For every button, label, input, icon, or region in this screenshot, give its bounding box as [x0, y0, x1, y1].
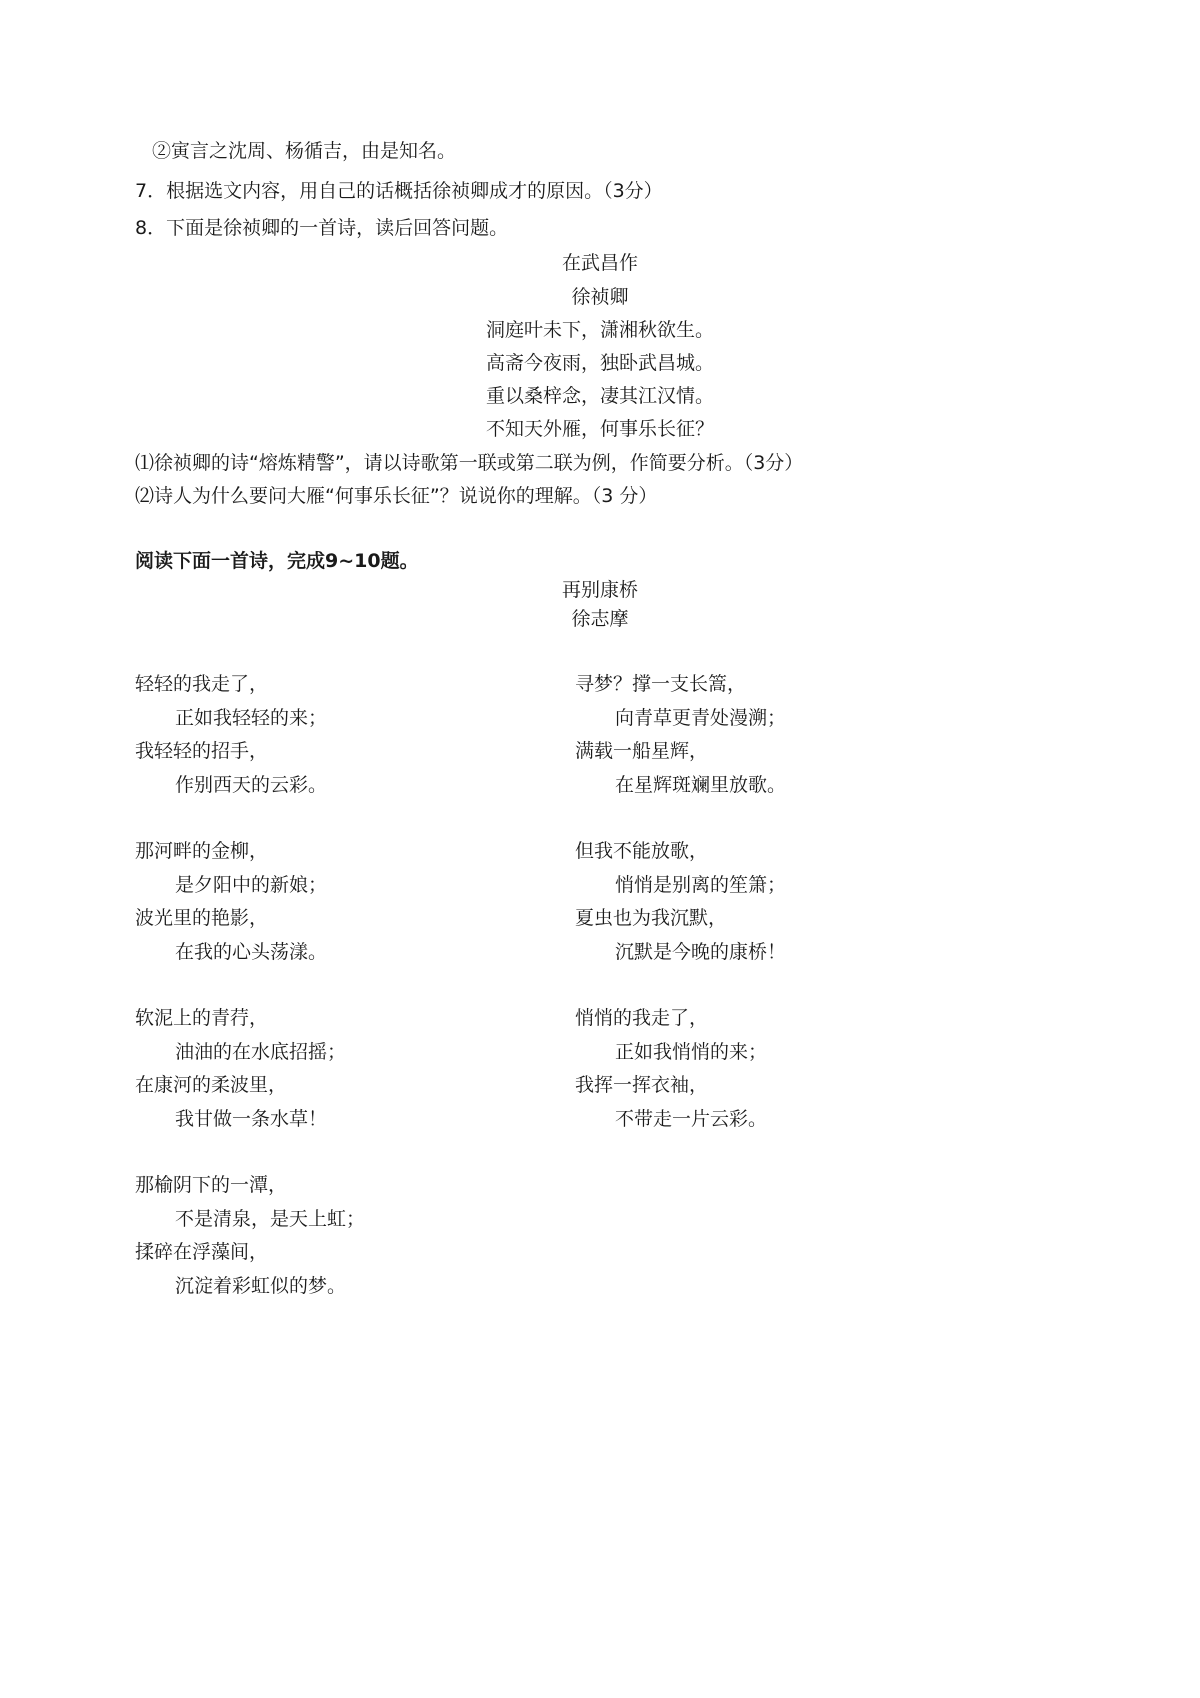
poem-author: 徐志摩 [571, 608, 629, 630]
poem-line: 作别西天的云彩。 [175, 774, 328, 796]
poem-line: 波光里的艳影， [135, 907, 269, 929]
poem-line: 夏虫也为我沉默， [575, 907, 728, 929]
poem-line: 向青草更青处漫溯； [615, 707, 787, 729]
poem-line: 沉淀着彩虹似的梦。 [175, 1275, 347, 1297]
poem-line: 沉默是今晚的康桥！ [615, 941, 787, 963]
poem-line: 不是清泉，是天上虹； [175, 1208, 366, 1230]
poem-line: 悄悄的我走了， [575, 1007, 709, 1029]
poem-line: 我挥一挥衣袖， [575, 1074, 709, 1096]
question-8-2: ⑵诗人为什么要问大雁“何事乐长征”？说说你的理解。（3 分） [135, 485, 658, 507]
poem-line: 重以桑梓念，凄其江汉情。 [485, 385, 714, 407]
question-8: 8．下面是徐祯卿的一首诗，读后回答问题。 [135, 217, 509, 239]
poem-line: 我轻轻的招手， [135, 740, 269, 762]
poem-line: 正如我悄悄的来； [615, 1041, 768, 1063]
poem-author: 徐祯卿 [571, 286, 629, 308]
poem-line: 是夕阳中的新娘； [175, 874, 328, 896]
poem-line: 不带走一片云彩。 [615, 1108, 768, 1130]
poem-line: 那榆阴下的一潭， [135, 1174, 288, 1196]
poem-line: 在我的心头荡漾。 [175, 941, 328, 963]
question-7: 7．根据选文内容，用自己的话概括徐祯卿成才的原因。（3分） [135, 180, 663, 202]
poem-line: 悄悄是别离的笙箫； [615, 874, 787, 896]
poem-title: 在武昌作 [561, 252, 638, 274]
section-intro: 阅读下面一首诗，完成9~10题。 [135, 550, 419, 572]
poem-line: 揉碎在浮藻间， [135, 1241, 269, 1263]
poem-line: 寻梦？撑一支长篙， [575, 673, 747, 695]
poem-line: 在康河的柔波里， [135, 1074, 288, 1096]
question-8-1: ⑴徐祯卿的诗“熔炼精警”，请以诗歌第一联或第二联为例，作简要分析。（3分） [135, 452, 804, 474]
poem-line: 不知天外雁，何事乐长征？ [485, 418, 714, 440]
poem-line: 在星辉斑斓里放歌。 [615, 774, 787, 796]
poem-line: 正如我轻轻的来； [175, 707, 328, 729]
poem-line: 但我不能放歌， [575, 840, 709, 862]
poem-line: 那河畔的金柳， [135, 840, 269, 862]
poem-line: 软泥上的青荇， [135, 1007, 269, 1029]
note-line: ②寅言之沈周、杨循吉，由是知名。 [152, 140, 457, 162]
poem-line: 油油的在水底招摇； [175, 1041, 347, 1063]
poem-title: 再别康桥 [561, 579, 638, 601]
poem-line: 洞庭叶未下，潇湘秋欲生。 [485, 319, 714, 341]
poem-line: 高斋今夜雨，独卧武昌城。 [485, 352, 714, 374]
poem-line: 满载一船星辉， [575, 740, 709, 762]
poem-line: 轻轻的我走了， [135, 673, 269, 695]
poem-line: 我甘做一条水草！ [175, 1108, 328, 1130]
